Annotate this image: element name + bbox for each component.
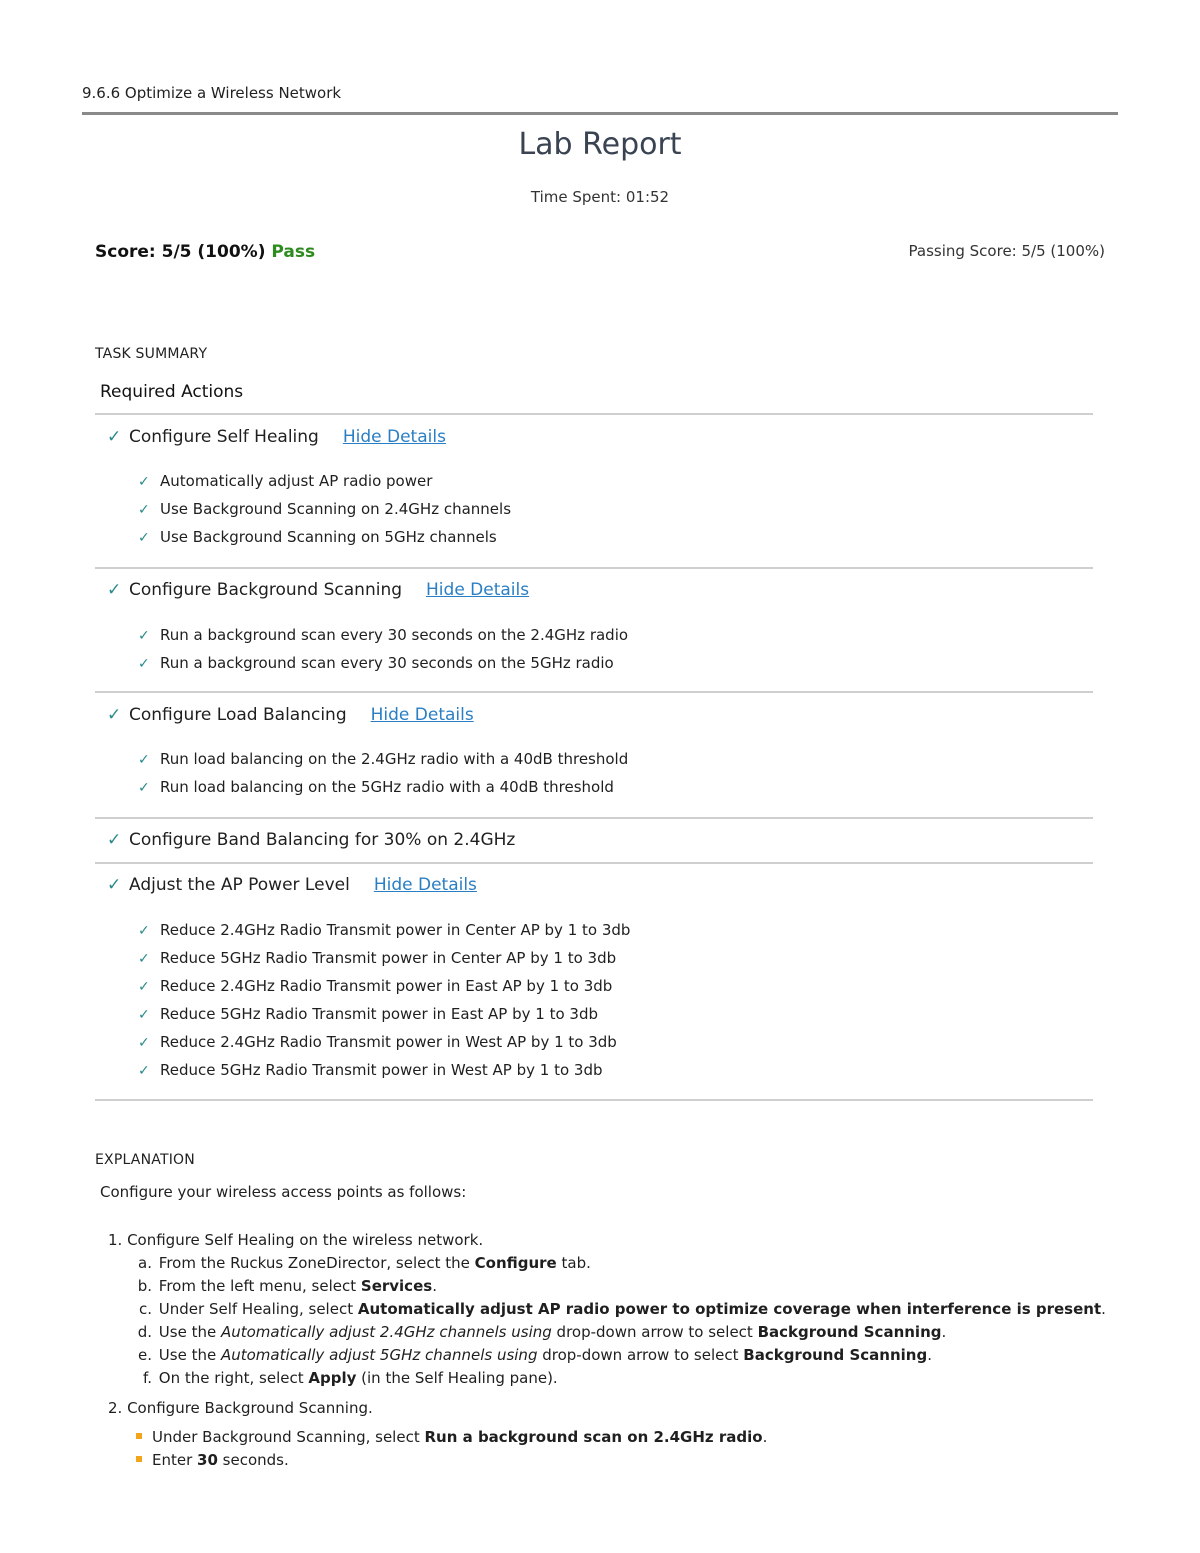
subtask-item xyxy=(138,626,628,644)
substep-bold: Background Scanning xyxy=(743,1346,928,1364)
substep-1a xyxy=(132,1254,591,1272)
divider xyxy=(95,1099,1093,1101)
substep-text: drop-down arrow to select xyxy=(537,1346,744,1364)
step-2: 2. Configure Background Scanning. xyxy=(108,1399,373,1417)
check-icon: ✓ xyxy=(138,923,150,939)
check-icon: ✓ xyxy=(138,1035,150,1051)
bullet-text: seconds. xyxy=(217,1451,289,1469)
substep-text: Use the xyxy=(158,1323,221,1341)
check-icon: ✓ xyxy=(107,830,122,850)
explanation-intro: Configure your wireless access points as follows: xyxy=(100,1183,467,1201)
subtask-item xyxy=(138,654,614,672)
substep-1b xyxy=(132,1277,437,1295)
subtask-item xyxy=(138,778,614,796)
subtask-label: Run a background scan every 30 seconds on the 2.4GHz radio xyxy=(160,626,629,644)
subtask-item xyxy=(138,472,432,490)
subtask-item xyxy=(138,1033,617,1051)
substep-1c xyxy=(132,1300,1106,1318)
subtask-item xyxy=(138,750,628,768)
check-icon: ✓ xyxy=(138,628,150,644)
subtask-label: Run load balancing on the 2.4GHz radio with a 40dB threshold xyxy=(160,750,629,768)
subtask-label: Run load balancing on the 5GHz radio with a 40dB threshold xyxy=(160,778,614,796)
substep-bold: Configure xyxy=(474,1254,557,1272)
check-icon: ✓ xyxy=(138,780,150,796)
substep-text: From the Ruckus ZoneDirector, select the xyxy=(158,1254,475,1272)
bullet-bold: 30 xyxy=(197,1451,218,1469)
check-icon: ✓ xyxy=(138,979,150,995)
substep-bold: Apply xyxy=(308,1369,357,1387)
subtask-item xyxy=(138,1005,598,1023)
hide-details-link[interactable]: Hide Details xyxy=(342,427,446,447)
substep-italic: Automatically adjust 5GHz channels using xyxy=(220,1346,538,1364)
check-icon: ✓ xyxy=(138,474,150,490)
subtask-label: Reduce 2.4GHz Radio Transmit power in East AP by 1 to 3db xyxy=(160,977,613,995)
substep-text: . xyxy=(927,1346,932,1364)
divider xyxy=(95,817,1093,819)
substep-text: On the right, select xyxy=(158,1369,309,1387)
bullet-bold: Run a background scan on 2.4GHz radio xyxy=(424,1428,763,1446)
substep-text: Under Self Healing, select xyxy=(158,1300,358,1318)
check-icon: ✓ xyxy=(107,427,122,447)
bullet-item xyxy=(136,1428,767,1446)
check-icon: ✓ xyxy=(138,656,150,672)
task-summary-label: TASK SUMMARY xyxy=(95,346,208,362)
bullet-text: . xyxy=(762,1428,768,1446)
check-icon: ✓ xyxy=(138,951,150,967)
bullet-item xyxy=(136,1451,289,1469)
task-label: Adjust the AP Power Level xyxy=(129,875,350,895)
task-item xyxy=(107,427,446,447)
substep-text: From the left menu, select xyxy=(158,1277,361,1295)
task-item xyxy=(107,580,529,600)
explanation-label: EXPLANATION xyxy=(95,1152,195,1168)
hide-details-link[interactable]: Hide Details xyxy=(370,705,474,725)
divider xyxy=(95,413,1093,415)
required-actions-heading: Required Actions xyxy=(100,382,244,402)
substep-text: . xyxy=(1101,1300,1106,1318)
task-label: Configure Band Balancing for 30% on 2.4GHz xyxy=(129,830,516,850)
title-divider xyxy=(82,112,1118,115)
check-icon: ✓ xyxy=(138,1063,150,1079)
task-label: Configure Self Healing xyxy=(129,427,319,447)
task-label: Configure Background Scanning xyxy=(129,580,403,600)
subtask-label: Use Background Scanning on 2.4GHz channels xyxy=(160,500,512,518)
substep-bold: Services xyxy=(360,1277,433,1295)
divider xyxy=(95,862,1093,864)
check-icon: ✓ xyxy=(107,875,122,895)
subtask-label: Automatically adjust AP radio power xyxy=(160,472,433,490)
substep-letter: e. xyxy=(138,1346,152,1364)
task-item xyxy=(107,875,477,895)
check-icon: ✓ xyxy=(138,1007,150,1023)
divider xyxy=(95,567,1093,569)
report-heading: Lab Report xyxy=(518,127,682,162)
substep-text: tab. xyxy=(556,1254,591,1272)
subtask-item xyxy=(138,528,497,546)
substep-1d xyxy=(132,1323,946,1341)
substep-text: Use the xyxy=(158,1346,221,1364)
substep-letter: f. xyxy=(143,1369,152,1387)
bullet-text: Enter xyxy=(152,1451,198,1469)
subtask-label: Reduce 5GHz Radio Transmit power in Center AP by 1 to 3db xyxy=(160,949,617,967)
check-icon: ✓ xyxy=(138,502,150,518)
substep-bold: Background Scanning xyxy=(757,1323,942,1341)
hide-details-link[interactable]: Hide Details xyxy=(426,580,530,600)
bullet-icon xyxy=(136,1456,142,1462)
subtask-label: Reduce 5GHz Radio Transmit power in West AP by 1 to 3db xyxy=(160,1061,603,1079)
substep-letter: d. xyxy=(137,1323,152,1341)
substep-1f xyxy=(132,1369,558,1387)
subtask-label: Reduce 2.4GHz Radio Transmit power in Center AP by 1 to 3db xyxy=(160,921,631,939)
divider xyxy=(95,691,1093,693)
score xyxy=(95,242,315,262)
subtask-item xyxy=(138,1061,603,1079)
check-icon: ✓ xyxy=(107,580,122,600)
score-value: Score: 5/5 (100%) xyxy=(95,242,266,262)
passing-score: Passing Score: 5/5 (100%) xyxy=(908,242,1105,260)
substep-1e xyxy=(132,1346,932,1364)
document-title: 9.6.6 Optimize a Wireless Network xyxy=(82,84,342,102)
substep-italic: Automatically adjust 2.4GHz channels using xyxy=(220,1323,552,1341)
bullet-icon xyxy=(136,1433,142,1439)
subtask-label: Use Background Scanning on 5GHz channels xyxy=(160,528,497,546)
substep-text: (in the Self Healing pane). xyxy=(356,1369,558,1387)
step-1: 1. Configure Self Healing on the wireless network. xyxy=(108,1231,484,1249)
bullet-text: Under Background Scanning, select xyxy=(152,1428,425,1446)
task-label: Configure Load Balancing xyxy=(129,705,347,725)
check-icon: ✓ xyxy=(107,705,122,725)
subtask-label: Reduce 5GHz Radio Transmit power in East AP by 1 to 3db xyxy=(160,1005,598,1023)
check-icon: ✓ xyxy=(138,752,150,768)
subtask-item xyxy=(138,500,511,518)
time-spent: Time Spent: 01:52 xyxy=(530,188,670,206)
substep-text: drop-down arrow to select xyxy=(551,1323,758,1341)
task-item xyxy=(107,705,474,725)
subtask-item xyxy=(138,977,612,995)
check-icon: ✓ xyxy=(138,530,150,546)
substep-text: . xyxy=(941,1323,947,1341)
hide-details-link[interactable]: Hide Details xyxy=(373,875,477,895)
substep-text: . xyxy=(432,1277,437,1295)
substep-bold: Automatically adjust AP radio power to optimize coverage when interference is present xyxy=(357,1300,1102,1318)
substep-letter: c. xyxy=(138,1300,152,1318)
subtask-label: Reduce 2.4GHz Radio Transmit power in West AP by 1 to 3db xyxy=(160,1033,617,1051)
substep-letter: a. xyxy=(138,1254,152,1272)
pass-status: Pass xyxy=(271,242,316,262)
subtask-item xyxy=(138,921,630,939)
substep-letter: b. xyxy=(137,1277,152,1295)
subtask-item xyxy=(138,949,616,967)
subtask-label: Run a background scan every 30 seconds on the 5GHz radio xyxy=(160,654,614,672)
task-item xyxy=(107,830,515,850)
